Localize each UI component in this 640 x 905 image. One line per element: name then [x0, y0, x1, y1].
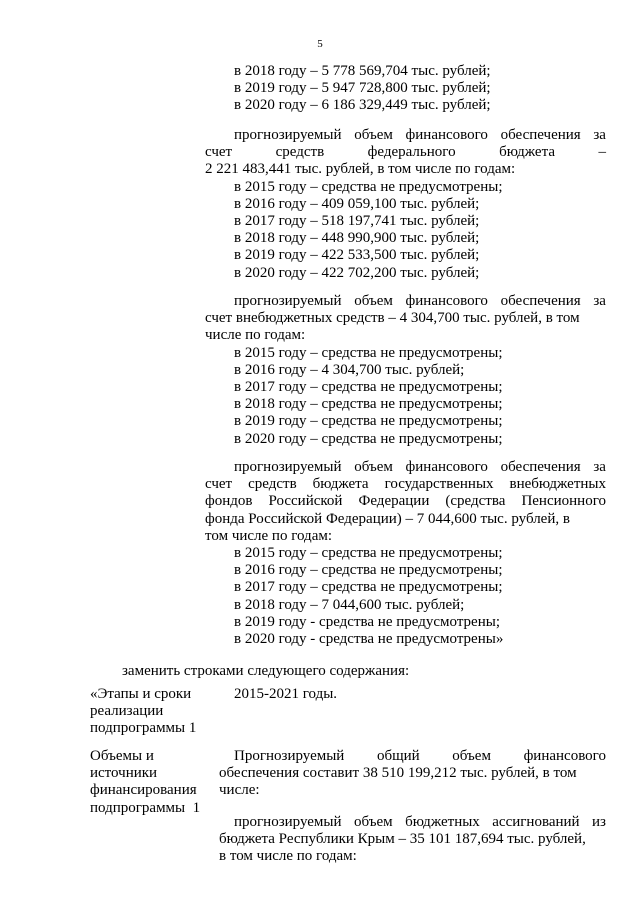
year-line: в 2020 году – 422 702,200 тыс. рублей;: [234, 264, 480, 281]
stages-label: [90, 686, 230, 738]
year-line: в 2016 году – 4 304,700 тыс. рублей;: [234, 361, 465, 378]
section1-years: [234, 63, 606, 115]
word: бюджетных: [405, 813, 480, 830]
year-line: в 2016 году – средства не предусмотрены;: [234, 562, 503, 579]
extra-line3: числе по годам:: [205, 327, 306, 344]
label-line: подпрограммы 1: [90, 799, 201, 816]
state-funds-paragraph: [205, 459, 606, 648]
year-line: в 2015 году – средства не предусмотрены;: [234, 344, 503, 361]
volumes-p1-line3: числе:: [219, 782, 260, 799]
word: прогнозируемый: [234, 127, 342, 143]
state-line3: [205, 493, 606, 510]
word: бюджета: [312, 476, 369, 493]
page-number: 5: [317, 38, 323, 50]
year-line: в 2019 году – средства не предусмотрены;: [234, 413, 503, 430]
word: средств: [275, 144, 325, 161]
extra-line1: [205, 293, 606, 310]
word: за: [593, 127, 606, 143]
word: объем: [354, 127, 393, 143]
word: федерального: [367, 144, 456, 161]
word: бюджета: [499, 144, 555, 161]
state-line4: фонда Российской Федерации) – 7 044,600 тыс. рублей, в: [205, 510, 570, 527]
extra-paragraph: [205, 293, 606, 448]
volumes-p1-line2: обеспечения составит 38 510 199,212 тыс. рублей, в том: [219, 765, 577, 782]
year-line: в 2020 году – средства не предусмотрены;: [234, 430, 503, 447]
word: финансового: [523, 748, 606, 764]
word: счет: [205, 476, 233, 493]
word: финансового: [405, 127, 488, 143]
federal-line2: [205, 144, 606, 161]
year-line: в 2019 году – 5 947 728,800 тыс. рублей;: [234, 80, 491, 97]
word: (средства: [445, 493, 506, 510]
year-line: в 2018 году – 5 778 569,704 тыс. рублей;: [234, 63, 491, 79]
word: финансового: [405, 459, 488, 475]
word: объем: [452, 748, 491, 764]
year-line: в 2019 году - средства не предусмотрены;: [234, 613, 500, 630]
year-line: в 2018 году – 7 044,600 тыс. рублей;: [234, 596, 465, 613]
word: обеспечения: [500, 293, 581, 309]
label-line: источники: [90, 765, 158, 782]
word: счет: [205, 144, 233, 161]
volumes-text: [219, 748, 606, 865]
label-line: финансирования: [90, 782, 197, 799]
word: финансового: [405, 293, 488, 309]
year-line: в 2020 году - средства не предусмотрены»: [234, 630, 504, 647]
replace-instruction: заменить строками следующего содержания:: [122, 663, 410, 679]
word: внебюджетных: [509, 476, 606, 493]
word: прогнозируемый: [234, 813, 342, 830]
volumes-label: [90, 748, 230, 817]
volumes-p1-line1: [234, 748, 606, 765]
label-line: Объемы и: [90, 748, 154, 764]
label-line: реализации: [90, 703, 164, 720]
word: прогнозируемый: [234, 293, 342, 309]
word: государственных: [384, 476, 494, 493]
federal-paragraph: [205, 127, 606, 282]
federal-line1: [205, 127, 606, 144]
year-line: в 2015 году – средства не предусмотрены;: [234, 178, 503, 195]
year-line: в 2019 году – 422 533,500 тыс. рублей;: [234, 247, 480, 264]
word: объем: [354, 459, 393, 475]
stages-value: 2015-2021 годы.: [234, 686, 338, 702]
word: объем: [353, 813, 393, 830]
year-line: в 2018 году – средства не предусмотрены;: [234, 396, 503, 413]
word: Пенсионного: [521, 493, 606, 510]
word: Прогнозируемый: [234, 748, 345, 764]
label-line: «Этапы и сроки: [90, 686, 192, 702]
state-line1: [205, 459, 606, 476]
label-line: подпрограммы 1: [90, 720, 197, 737]
word: ассигнований: [492, 813, 580, 830]
word: обеспечения: [500, 459, 581, 475]
word: за: [593, 293, 606, 309]
year-line: в 2017 году – средства не предусмотрены;: [234, 378, 503, 395]
state-line2: [205, 476, 606, 493]
word: –: [598, 144, 606, 161]
word: объем: [354, 293, 393, 309]
year-line: в 2020 году – 6 186 329,449 тыс. рублей;: [234, 97, 491, 114]
state-line5: том числе по годам:: [205, 527, 333, 544]
word: фондов: [205, 493, 253, 510]
year-line: в 2015 году – средства не предусмотрены;: [234, 544, 503, 561]
word: Федерации: [358, 493, 430, 510]
word: за: [593, 459, 606, 475]
extra-line2: счет внебюджетных средств – 4 304,700 тыс. рублей, в том: [205, 310, 580, 327]
word: из: [592, 813, 606, 830]
word: обеспечения: [500, 127, 581, 143]
word: Российской: [268, 493, 343, 510]
volumes-p2-line1: [234, 814, 606, 831]
year-line: в 2017 году – 518 197,741 тыс. рублей;: [234, 212, 480, 229]
volumes-p2-line3: в том числе по годам:: [219, 848, 357, 865]
word: общий: [376, 748, 420, 764]
federal-line3: 2 221 483,441 тыс. рублей, в том числе по годам:: [205, 161, 516, 178]
year-line: в 2017 году – средства не предусмотрены;: [234, 579, 503, 596]
word: средств: [248, 476, 297, 493]
year-line: в 2016 году – 409 059,100 тыс. рублей;: [234, 195, 480, 212]
volumes-p2-line2: бюджета Республики Крым – 35 101 187,694 тыс. рублей,: [219, 830, 586, 847]
word: прогнозируемый: [234, 459, 342, 475]
year-line: в 2018 году – 448 990,900 тыс. рублей;: [234, 230, 480, 247]
